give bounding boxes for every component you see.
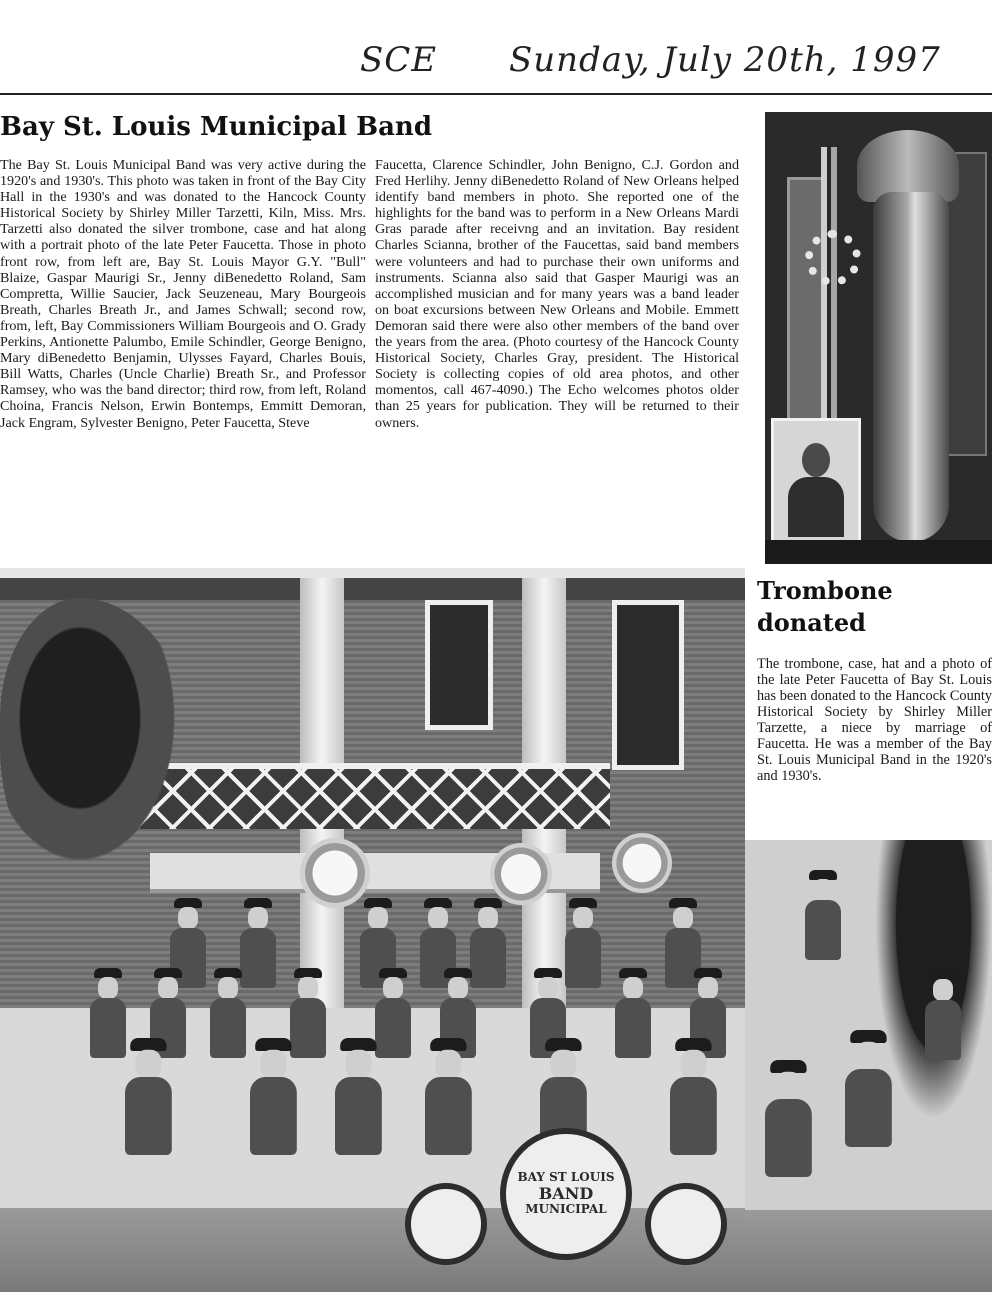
portrait-photo — [771, 418, 861, 544]
portrait-head — [802, 443, 830, 477]
sidebar-body: The trombone, case, hat and a photo of the late Peter Faucetta of Bay St. Louis has been donated to the Hancock County Historical Society by Shirley Miller Tarzette, a niece by marriage of Faucetta. He was a member of the Bay St. Louis Municipal Band in the 1920's and 1930's. — [757, 656, 992, 784]
lawn — [0, 1208, 745, 1292]
article-headline: Bay St. Louis Municipal Band — [0, 112, 432, 142]
drum-lettering-middle: BAND — [538, 1183, 594, 1203]
handwritten-source: SCE — [360, 40, 438, 80]
sousaphone-bell — [612, 833, 672, 893]
band-group-photo-right — [745, 840, 992, 1292]
photo-floor — [765, 540, 992, 564]
lawn — [745, 1210, 992, 1292]
trombone-case — [873, 192, 949, 542]
handwritten-note — [360, 40, 960, 90]
band-group-photo — [0, 568, 745, 1292]
bass-drum — [500, 1128, 632, 1260]
building-window — [425, 600, 493, 730]
sousaphone-bell — [300, 838, 370, 908]
snare-drum — [405, 1183, 487, 1265]
drum-lettering-bottom: MUNICIPAL — [525, 1202, 607, 1217]
article-column-1: The Bay St. Louis Municipal Band was very active during the 1920's and 1930's. This photo was taken in front of the Bay City Hall in the 1930's and was donated to the Hancock County Historical Society by Shirley Miller Tarzetti, Kiln, Miss. Mrs. Tarzetti also donated the silver trombone, case and hat along with a portrait photo of the late Peter Faucetta. Those in photo front row, from left are, Bay St. Louis Mayor G.Y. "Bull" Blaize, Gaspar Maurigi Sr., Jenny diBenedetto Roland, Sam Compretta, Willie Saucier, Jack Seuzeneau, Mary Bourgeois Breath, Charles Breath Jr., and James Schwall; second row, from, left, Bay Commissioners William Bourgeois and O. Grady Perkins, Antionette Palumbo, Emile Schindler, George Benigno, Mary diBenedetto Benjamin, Ulysses Fayard, Charles Bouis, Bill Watts, Charles (Uncle Charlie) Breath Sr., and Professor Ramsey, who was the band director; third row, from left, Roland Choina, Francis Nelson, Erwin Bontemps, Emmitt Demoran, Jack Engram, Sylvester Benigno, Peter Faucetta, Steve — [0, 157, 366, 431]
drum-lettering-top: BAY ST LOUIS — [517, 1170, 615, 1184]
balcony-railing — [140, 763, 610, 829]
portrait-body — [788, 477, 844, 537]
sidebar-headline: Trombone donated — [757, 576, 893, 637]
tree — [875, 840, 992, 1120]
building-roofline — [0, 578, 745, 600]
article-column-2: Faucetta, Clarence Schindler, John Benigno, C.J. Gordon and Fred Herlihy. Jenny diBenedetto Roland of New Orleans helped identify band members in photo. She reported one of the highlights for the band was to perform in a New Orleans Mardi Gras parade after receivng and an invitation. Bay resident Charles Scianna, brother of the Faucettas, said band members were volunteers and had to purchase their own uniforms and instruments. Scianna also said that Gasper Maurigi was an accomplished musician and for many years was a band leader on boat excursions between New Orleans and Mobile. Emmett Demoran said there were also other members of the band over the years from the area. (Photo courtesy of the Hancock County Historical Society, Charles Gray, president. The Historical Society is collecting copies of old area photos, and other momentos, call 467-4090.) The Echo welcomes photos older than 25 years for publication. They will be returned to their owners. — [375, 157, 739, 431]
top-rule — [0, 93, 992, 95]
trombone-photo — [765, 112, 992, 564]
sousaphone-bell — [490, 843, 552, 905]
building-window — [612, 600, 684, 770]
snare-drum — [645, 1183, 727, 1265]
wreath-ornament — [805, 230, 861, 286]
handwritten-date: Sunday, July 20th, 1997 — [508, 40, 941, 80]
